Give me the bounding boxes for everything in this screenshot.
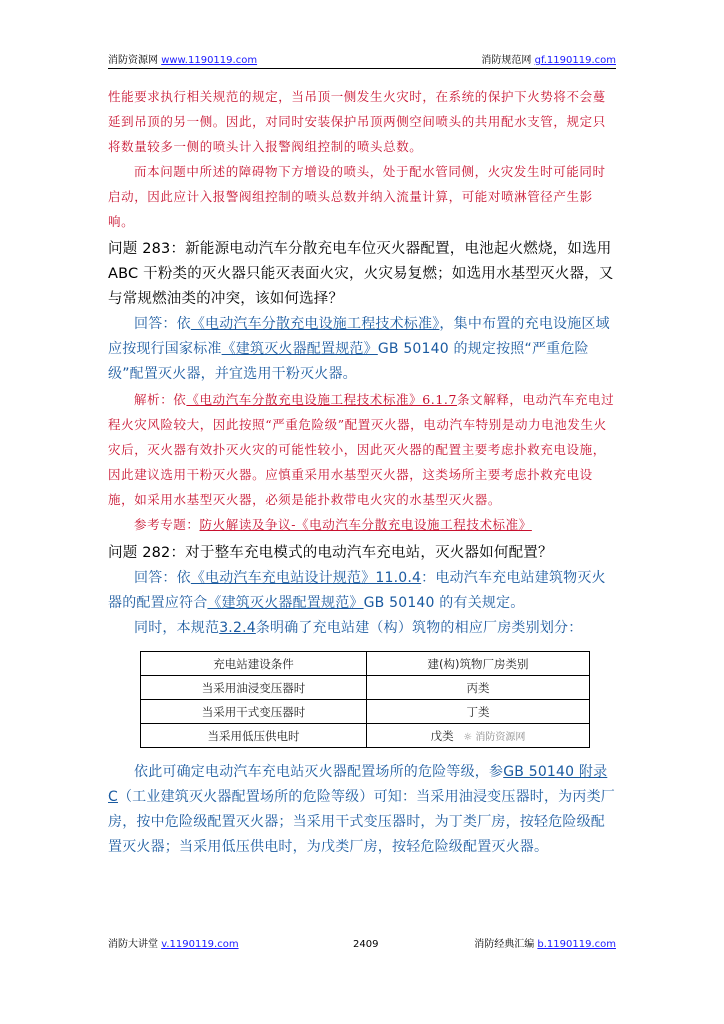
table-header-cell: 充电站建设条件	[141, 652, 367, 676]
page-number: 2409	[353, 939, 379, 950]
table-row	[141, 700, 590, 724]
conclusion-282: 依此可确定电动汽车充电站灭火器配置场所的危险等级，参GB 50140 附录 C（工业建筑灭火器配置场所的危险等级）可知：当采用油浸变压器时，为丙类厂房，按中危险级配置灭火器；当采用干式变压器时，为丁类厂房，按轻危险级配置灭火器；当采用低压供电时，为戊类厂房，按轻危险级配置灭火器。	[108, 764, 615, 855]
analysis-283-ref-link[interactable]: 《电动汽车分散充电设施工程技术标准》6.1.7	[186, 392, 458, 407]
header-right-label: 消防规范网	[481, 55, 532, 66]
page-content	[108, 84, 618, 860]
header-left-link[interactable]: www.1190119.com	[161, 55, 258, 66]
table-cell: 戊类 ☼ 消防资源网	[367, 724, 590, 748]
footer-right-label: 消防经典汇编	[474, 939, 535, 950]
answer-282-ref1-link[interactable]: 《电动汽车充电站设计规范》11.0.4	[190, 570, 422, 586]
watermark-logo: ☼ 消防资源网	[463, 731, 526, 743]
table-row	[141, 676, 590, 700]
table-header-row	[141, 652, 590, 676]
table-cell: 丙类	[367, 676, 590, 700]
reference-topic-link[interactable]: 防火解读及争议-《电动汽车分散充电设施工程技术标准》	[199, 517, 532, 532]
header-left-label: 消防资源网	[108, 55, 158, 66]
footer-left	[108, 935, 239, 950]
answer-282: 回答：依《电动汽车充电站设计规范》11.0.4：电动汽车充电站建筑物灭火器的配置应符合《建筑灭火器配置规范》GB 50140 的有关规定。	[108, 570, 606, 611]
table-cell: 当采用油浸变压器时	[141, 676, 367, 700]
page-footer	[108, 934, 616, 950]
header-left	[108, 51, 257, 66]
appendix-c-link[interactable]: GB 50140 附录 C	[108, 764, 608, 805]
header-right	[481, 51, 616, 66]
paragraph-obstacle: 而本问题中所述的障碍物下方增设的喷头，处于配水管同侧，火灾发生时可能同时启动，因此应计入报警阀组控制的喷头总数并纳入流量计算，可能对喷淋管径产生影响。	[108, 164, 606, 229]
table-cell: 当采用低压供电时	[141, 724, 367, 748]
header-right-link[interactable]: gf.1190119.com	[534, 55, 616, 66]
reference-topic-283: 参考专题：防火解读及争议-《电动汽车分散充电设施工程技术标准》	[134, 517, 532, 532]
footer-right	[474, 935, 616, 950]
page-header	[108, 50, 616, 69]
table-cell: 当采用干式变压器时	[141, 700, 367, 724]
answer-282-ref2-link[interactable]: 《建筑灭火器配置规范》	[207, 595, 364, 611]
paragraph-continued: 性能要求执行相关规范的规定，当吊顶一侧发生火灾时，在系统的保护下火势将不会蔓延到吊顶的另一侧。因此，对同时安装保护吊顶两侧空间喷头的共用配水支管，规定只将数量较多一侧的喷头计入报警阀组控制的喷头总数。	[108, 89, 606, 154]
table-cell: 丁类	[367, 700, 590, 724]
question-283: 问题 283：新能源电动汽车分散充电车位灭火器配置，电池起火燃烧，如选用 ABC 干粉类的灭火器只能灭表面火灾，火灾易复燃；如选用水基型灭火器，又与常规燃油类的冲突，该如何选择？	[108, 241, 614, 307]
answer-283-ref1-link[interactable]: 《电动汽车分散充电设施工程技术标准》	[190, 316, 440, 332]
answer-283-ref2-link[interactable]: 《建筑灭火器配置规范》	[221, 341, 378, 357]
footer-left-link[interactable]: v.1190119.com	[161, 939, 239, 950]
footer-left-label: 消防大讲堂	[108, 939, 158, 950]
footer-right-link[interactable]: b.1190119.com	[537, 939, 616, 950]
answer-282-classification: 同时，本规范3.2.4条明确了充电站建（构）筑物的相应厂房类别划分：	[134, 620, 583, 636]
analysis-283: 解析：依《电动汽车分散充电设施工程技术标准》6.1.7条文解释，电动汽车充电过程火灾风险较大，因此按照“严重危险级”配置灭火器，电动汽车特别是动力电池发生火灾后，灭火器有效扑灭火灾的可能性较小，因此灭火器的配置主要考虑扑救充电设施，因此建议选用干粉灭火器。应慎重采用水基型灭火器，这类场所主要考虑扑救充电设施，如采用水基型灭火器，必须是能扑救带电火灾的水基型灭火器。	[108, 392, 615, 507]
clause-324-link[interactable]: 3.2.4	[219, 620, 256, 636]
question-282: 问题 282：对于整车充电模式的电动汽车充电站，灭火器如何配置？	[108, 545, 553, 561]
table-row	[141, 724, 590, 748]
answer-283: 回答：依《电动汽车分散充电设施工程技术标准》，集中布置的充电设施区域应按现行国家标准《建筑灭火器配置规范》GB 50140 的规定按照“严重危险级”配置灭火器，并宜选用干粉灭火器。	[108, 316, 610, 382]
table-header-cell: 建(构)筑物厂房类别	[367, 652, 590, 676]
plant-class-table	[140, 651, 590, 748]
